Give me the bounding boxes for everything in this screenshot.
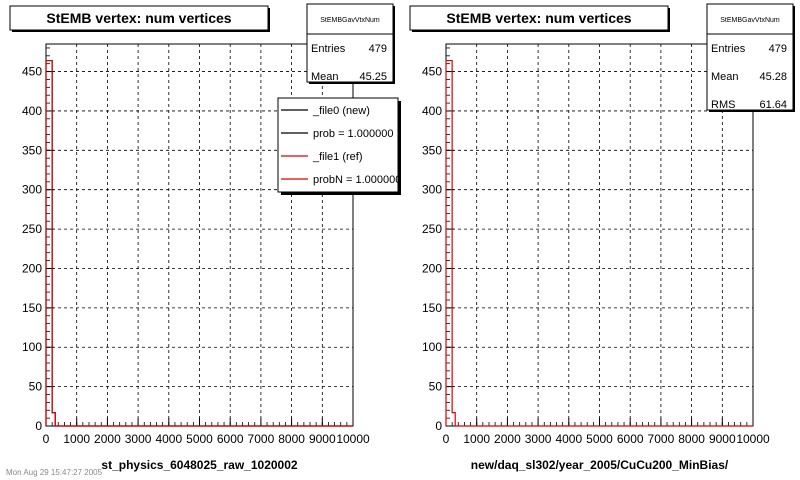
chart-panel-2 [410, 4, 795, 472]
y-tick-label: 450 [21, 64, 42, 79]
stats-value: 61.64 [759, 99, 787, 111]
x-tick-label: 6000 [616, 432, 644, 446]
y-tick-label: 100 [21, 340, 42, 355]
x-tick-label: 0 [442, 432, 450, 446]
chart-panel-1 [10, 4, 401, 472]
stats-label: Entries [311, 43, 346, 55]
legend-label: prob = 1.000000 [313, 128, 394, 140]
x-axis-label: st_physics_6048025_raw_1020002 [101, 458, 298, 472]
y-tick-label: 400 [21, 103, 42, 118]
stats-name: StEMBGavVtxNum [320, 17, 380, 24]
x-tick-label: 2000 [94, 432, 121, 446]
stats-label: RMS [711, 99, 736, 111]
x-tick-label: 10000 [736, 432, 770, 446]
y-tick-label: 200 [21, 261, 42, 276]
y-tick-label: 350 [21, 143, 42, 158]
y-tick-label: 300 [21, 182, 42, 197]
stats-label: Entries [711, 43, 746, 55]
x-tick-label: 2000 [494, 432, 521, 446]
y-tick-label: 300 [421, 182, 442, 197]
x-tick-label: 8000 [278, 432, 305, 446]
y-tick-label: 0 [435, 419, 442, 433]
y-tick-label: 50 [28, 379, 42, 394]
x-tick-label: 3000 [524, 432, 552, 446]
y-tick-label: 0 [35, 419, 42, 433]
x-tick-label: 9000 [708, 432, 736, 446]
x-tick-label: 5000 [186, 432, 213, 446]
x-tick-label: 0 [42, 432, 50, 446]
x-tick-label: 3000 [124, 432, 152, 446]
stats-label: Mean [711, 71, 739, 83]
y-tick-label: 350 [421, 143, 442, 158]
y-tick-label: 450 [421, 64, 442, 79]
x-tick-label: 6000 [216, 432, 244, 446]
x-tick-label: 1000 [63, 432, 91, 446]
x-axis-label: new/daq_sl302/year_2005/CuCu200_MinBias/ [470, 458, 729, 472]
x-tick-label: 4000 [155, 432, 183, 446]
stats-value: 479 [768, 43, 787, 55]
legend-label: _file0 (new) [313, 105, 370, 117]
y-tick-label: 100 [421, 340, 442, 355]
x-tick-label: 7000 [247, 432, 275, 446]
y-tick-label: 250 [21, 222, 42, 237]
x-tick-label: 10000 [336, 432, 370, 446]
stats-value: 45.28 [759, 71, 787, 83]
chart-title: StEMB vertex: num vertices [46, 10, 232, 26]
x-tick-label: 1000 [463, 432, 491, 446]
footer-date: Mon Aug 29 15:47:27 2005 [6, 468, 103, 477]
stats-label: Mean [311, 71, 339, 83]
x-tick-label: 7000 [647, 432, 675, 446]
stats-value: 479 [368, 43, 387, 55]
y-tick-label: 50 [428, 379, 442, 394]
chart-title: StEMB vertex: num vertices [446, 10, 632, 26]
y-tick-label: 150 [21, 300, 42, 315]
legend-label: _file1 (ref) [313, 151, 363, 163]
x-tick-label: 9000 [308, 432, 336, 446]
y-tick-label: 250 [421, 222, 442, 237]
y-tick-label: 400 [421, 103, 442, 118]
stats-name: StEMBGavVtxNum [720, 17, 780, 24]
x-tick-label: 8000 [678, 432, 705, 446]
x-tick-label: 5000 [586, 432, 613, 446]
x-tick-label: 4000 [555, 432, 583, 446]
legend-label: probN = 1.000000 [313, 174, 402, 186]
stats-value: 45.25 [359, 71, 387, 83]
y-tick-label: 200 [421, 261, 442, 276]
y-tick-label: 150 [421, 300, 442, 315]
